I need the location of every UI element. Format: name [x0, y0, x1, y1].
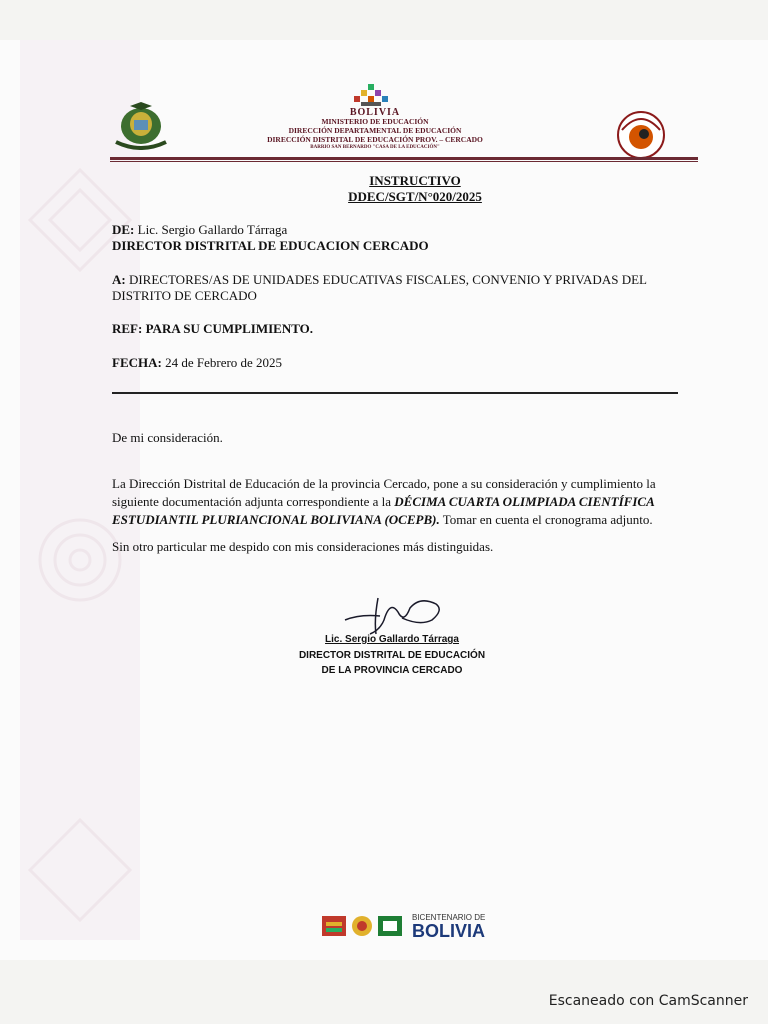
header-address: BARRIO SAN BERNARDO "CASA DE LA EDUCACIÓN" [310, 145, 440, 150]
signature-block [292, 590, 492, 676]
to-line [112, 272, 647, 288]
from-label: DE: [112, 222, 135, 237]
separator-line [112, 392, 678, 394]
date-line [112, 355, 282, 371]
event-name-part-2: ESTUDIANTIL PLURIANCIONAL BOLIVIANA (OCEPB). [112, 512, 440, 527]
body-line-2-text: siguiente documentación adjunta correspondiente a la [112, 494, 392, 509]
body-line-3-text: Tomar en cuenta el cronograma adjunto. [442, 512, 653, 527]
closing-line: Sin otro particular me despido con mis consideraciones más distinguidas. [112, 539, 494, 554]
to-label: A: [112, 272, 126, 287]
to-value-1: DIRECTORES/AS DE UNIDADES EDUCATIVAS FISCALES, CONVENIO Y PRIVADAS DEL [128, 272, 647, 287]
header-rule-thick [110, 157, 698, 160]
scanner-watermark: Escaneado con CamScanner [548, 993, 748, 1009]
header-ministry: MINISTERIO DE EDUCACIÓN [321, 117, 429, 126]
to-value-2: DISTRITO DE CERCADO [112, 288, 257, 303]
document-code: DDEC/SGT/N°020/2025 [348, 189, 482, 204]
header-departamental: DIRECCIÓN DEPARTAMENTAL DE EDUCACIÓN [288, 126, 462, 135]
letterhead [250, 82, 500, 151]
bicentenario-logo [320, 912, 485, 940]
from-line [112, 222, 287, 238]
date-value: 24 de Febrero de 2025 [165, 355, 283, 370]
greeting: De mi consideración. [112, 430, 223, 445]
document-title: INSTRUCTIVO [369, 173, 461, 188]
body-line-1: La Dirección Distrital de Educación de la provincia Cercado, pone a su consideración y cumplimiento la [112, 476, 656, 491]
from-value: Lic. Sergio Gallardo Tárraga [137, 222, 288, 237]
bicentenario-label: BICENTENARIO DE [412, 912, 486, 922]
header-rule-thin [110, 161, 698, 162]
header-country: BOLIVIA [349, 107, 401, 118]
signer-role-2: DE LA PROVINCIA CERCADO [321, 665, 463, 676]
signer-name: Lic. Sergio Gallardo Tárraga [325, 634, 459, 645]
date-label: FECHA: [112, 355, 162, 370]
body-line-2 [112, 494, 655, 510]
from-role: DIRECTOR DISTRITAL DE EDUCACION CERCADO [112, 238, 429, 253]
bolivia-label: BOLIVIA [412, 920, 486, 941]
district-seal-icon [614, 110, 668, 160]
body-line-3 [112, 512, 653, 528]
bicentenario-icons [320, 912, 406, 940]
header-distrital: DIRECCIÓN DISTRITAL DE EDUCACIÓN PROV. – CERCADO [267, 135, 483, 144]
bolivia-coat-of-arms-icon [112, 102, 170, 150]
event-name-part-1: DÉCIMA CUARTA OLIMPIADA CIENTÍFICA [394, 494, 655, 509]
signer-role-1: DIRECTOR DISTRITAL DE EDUCACIÓN [298, 650, 486, 661]
reference: REF: PARA SU CUMPLIMIENTO. [112, 321, 314, 336]
